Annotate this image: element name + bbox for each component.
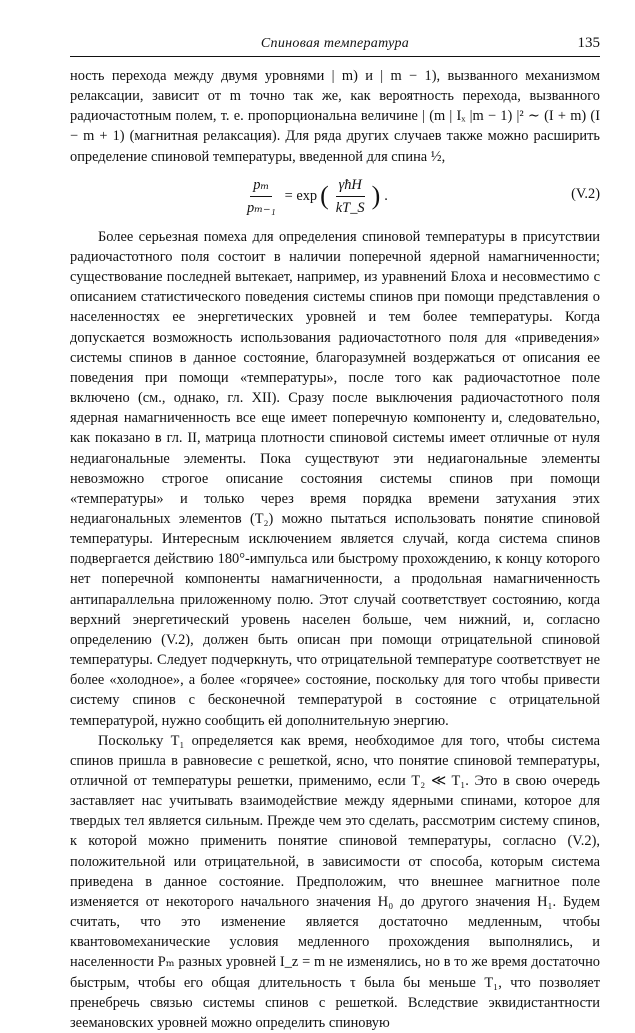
exponent-numerator: γħH bbox=[336, 175, 365, 197]
exponent-fraction bbox=[333, 175, 368, 218]
running-header bbox=[70, 34, 600, 57]
equation-body bbox=[240, 175, 388, 218]
paragraph-1: ность перехода между двумя уровнями | m) и | m − 1), вызванного механизмом релаксации, зависит от m точно так же, как вероятность перехода, вызванного радиочастотным полем, т. е. пропорциональна величине | (m | Iₓ |m − 1) |² ∼ (I + m) (I − m + 1) (магнитная релаксация). Для ряда других случаев также можно расширить определение спиновой температуры, введенной для спина ½, bbox=[70, 68, 600, 165]
equation-period: . bbox=[384, 188, 388, 205]
equation-v2 bbox=[70, 169, 600, 223]
paragraph-3: Поскольку T₁ определяется как время, необходимое для того, чтобы система спинов пришла в равновесие с решеткой, ясно, что понятие спиновой температуры, отличной от температуры решетки, применимо, если T₂ ≪ T₁. Это в свою очередь заставляет нас учитывать взаимодействие между ядерными спинами, которое для твердых тел является сильным. Прежде чем это сделать, рассмотрим систему спинов, к которой можно применить понятие спиновой температуры, согласно (V.2), положительной или отрицательной, в зависимости от способа, которым система приведена в данное состояние. Предположим, что внешнее магнитное поле изменяется от некоторого начального значения H₀ до другого значения H₁. Будем считать, что это изменение является достаточно медленным, чтобы квантовомеханические условия медленного прохождения выполнялись, и населенности Pₘ разных уровней I_z = m не изменялись, но в то же время достаточно быстрым, чтобы его общая длительность τ была бы меньше T₁, что позволяет пренебречь связью системы спинов с решеткой. Вследствие эквидистантности зеемановских уровней можно определить спиновую bbox=[70, 732, 600, 1031]
fraction-numerator: pₘ bbox=[250, 175, 272, 197]
equals-exp: = exp bbox=[284, 188, 318, 205]
page-number: 135 bbox=[577, 35, 600, 51]
right-paren: ) bbox=[371, 181, 381, 211]
left-paren: ( bbox=[320, 181, 329, 211]
fraction-denominator: pₘ₋₁ bbox=[247, 199, 276, 216]
paragraph-2: Более серьезная помеха для определения спиновой температуры в присутствии радиочастотного поля состоит в наличии поперечной ядерной намагниченности; существование последней вытекает, например, из уравнений Блоха и несовместимо с описанием статистического поведения системы спинов при помощи представления о населенностях ее энергетических уровней и тем более температуры. Когда допускается возможность использования радиочастотного поля для «приведения» системы спинов в данное состояние, благоразумней воздержаться от описания ее поведения при помощи «температуры», после того как радиочастотное поле включено (см., однако, гл. XII). Сразу после выключения радиочастотного поля ядерная намагниченность все еще имеет поперечную компоненту и, следовательно, как показано в гл. II, матрица плотности спиновой системы имеет отличные от нуля недиагональные элементы. Пока существуют эти недиагональные элементы невозможно строгое описание состояния системы спинов при помощи «температуры» и только через время порядка времени затухания этих недиагональных элементов (T₂) можно пытаться использовать понятие спиновой температуры. Интересным исключением является случай, когда система спинов подвергается действию 180°-импульса или быстрому прохождению, к концу которого нет поперечной компоненты намагниченности, а продольная намагниченность антипараллельна приложенному полю. Этот случай соответствует состоянию, когда верхний энергетический уровень населен больше, чем нижний, и, согласно определению (V.2), должен быть описан при помощи отрицательной спиновой температуры. Следует подчеркнуть, что отрицательной температуре соответствует не более «холодное», а более «горячее» состояние, поскольку для того чтобы привести систему спинов с бесконечной температурой в состояние с отрицательной температурой, нужно сообщить ей дополнительную энергию. bbox=[70, 228, 600, 729]
exponent-denominator: kT_S bbox=[335, 199, 365, 216]
running-title: Спиновая температура bbox=[260, 36, 410, 51]
equation-number: (V.2) bbox=[571, 185, 600, 202]
page-body bbox=[70, 66, 600, 1033]
population-ratio-fraction bbox=[244, 175, 279, 218]
